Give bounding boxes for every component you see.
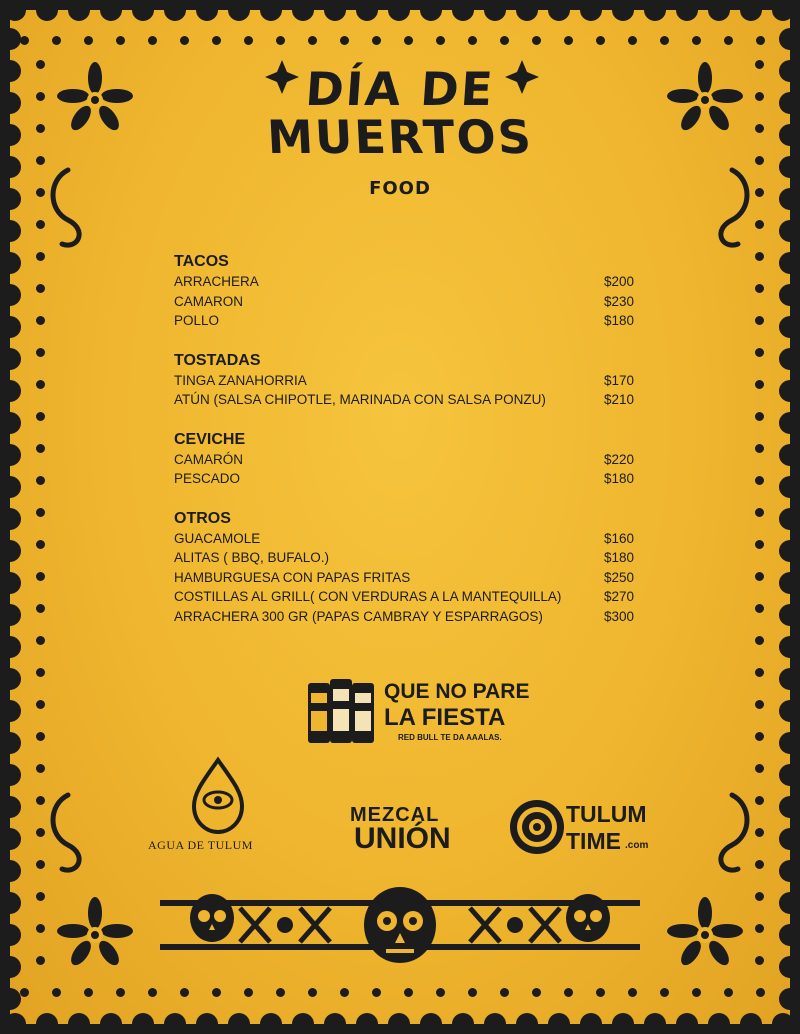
- menu-item: [174, 469, 634, 489]
- section-title: OTROS: [174, 509, 231, 527]
- item-price: $300: [603, 608, 634, 624]
- item-price: $210: [603, 392, 634, 407]
- menu-item: [174, 272, 634, 292]
- menu-item: [174, 587, 634, 607]
- item-name: CAMARÓN: [174, 451, 244, 467]
- flower-icon: [667, 897, 743, 968]
- redbull-sponsor: [306, 680, 530, 744]
- item-price: $180: [603, 550, 634, 565]
- menu-item: [174, 548, 634, 568]
- item-name: ALITAS ( BBQ, BUFALO.): [174, 550, 330, 565]
- section-title: TOSTADAS: [174, 351, 261, 369]
- menu-item: [174, 568, 634, 588]
- item-name: CAMARON: [174, 293, 244, 309]
- menu-list: [174, 252, 634, 646]
- item-price: $180: [603, 313, 634, 328]
- item-name: ATÚN (SALSA CHIPOTLE, MARINADA CON SALSA PONZU): [174, 392, 546, 407]
- mezcal-logo-line1: MEZCAL: [350, 804, 440, 826]
- item-name: PESCADO: [174, 471, 241, 486]
- menu-item: [174, 311, 634, 331]
- title-line-1: DÍA DE: [303, 62, 497, 116]
- item-price: $180: [603, 471, 634, 486]
- item-name: HAMBURGUESA CON PAPAS FRITAS: [174, 569, 411, 585]
- menu-section-ceviche: [174, 430, 634, 489]
- tulum-time-suffix: .com: [625, 840, 649, 851]
- item-price: $270: [603, 589, 634, 604]
- section-title: TACOS: [174, 253, 229, 270]
- flower-icon: [57, 897, 133, 968]
- item-name: POLLO: [174, 313, 220, 328]
- aztec-calendar-icon: [510, 800, 564, 854]
- item-price: $220: [603, 451, 634, 467]
- item-name: ARRACHERA 300 GR (PAPAS CAMBRAY Y ESPARRAGOS): [174, 608, 543, 624]
- tulum-time-line2: TIME: [566, 828, 621, 854]
- item-price: $160: [603, 530, 634, 546]
- item-price: $170: [603, 372, 634, 388]
- item-price: $230: [603, 293, 634, 309]
- sugar-skull-icon: [566, 894, 610, 942]
- item-price: $250: [603, 569, 634, 585]
- menu-item: [174, 390, 634, 410]
- menu-section-tostadas: [174, 351, 634, 410]
- agua-de-tulum-logo-text: AGUA DE TULUM: [148, 838, 253, 852]
- item-name: TINGA ZANAHORRIA: [174, 372, 307, 388]
- menu-item: [174, 529, 634, 549]
- item-price: $200: [603, 274, 634, 289]
- sugar-skull-icon: [364, 887, 436, 963]
- menu-section-otros: [174, 509, 634, 627]
- water-drop-logo-icon: [194, 760, 242, 832]
- menu-item: [174, 607, 634, 627]
- item-name: ARRACHERA: [174, 274, 259, 289]
- menu-item: [174, 371, 634, 391]
- mezcal-logo-line2: UNIÓN: [354, 822, 451, 855]
- tulum-time-line1: TULUM: [566, 801, 647, 827]
- menu-section-tacos: [174, 252, 634, 331]
- subtitle: FOOD: [369, 178, 431, 199]
- section-title: CEVICHE: [174, 430, 246, 448]
- redbull-tagline: RED BULL TE DA AAALAS.: [398, 733, 502, 742]
- menu-item: [174, 450, 634, 470]
- title-line-2: MUERTOS: [265, 110, 535, 164]
- sugar-skull-icon: [190, 894, 234, 942]
- item-name: COSTILLAS AL GRILL( CON VERDURAS A LA MANTEQUILLA): [174, 589, 562, 604]
- redbull-slogan-line2: LA FIESTA: [384, 704, 506, 731]
- redbull-slogan-line1: QUE NO PARE: [384, 680, 530, 703]
- item-name: GUACAMOLE: [174, 530, 261, 546]
- menu-item: [174, 292, 634, 312]
